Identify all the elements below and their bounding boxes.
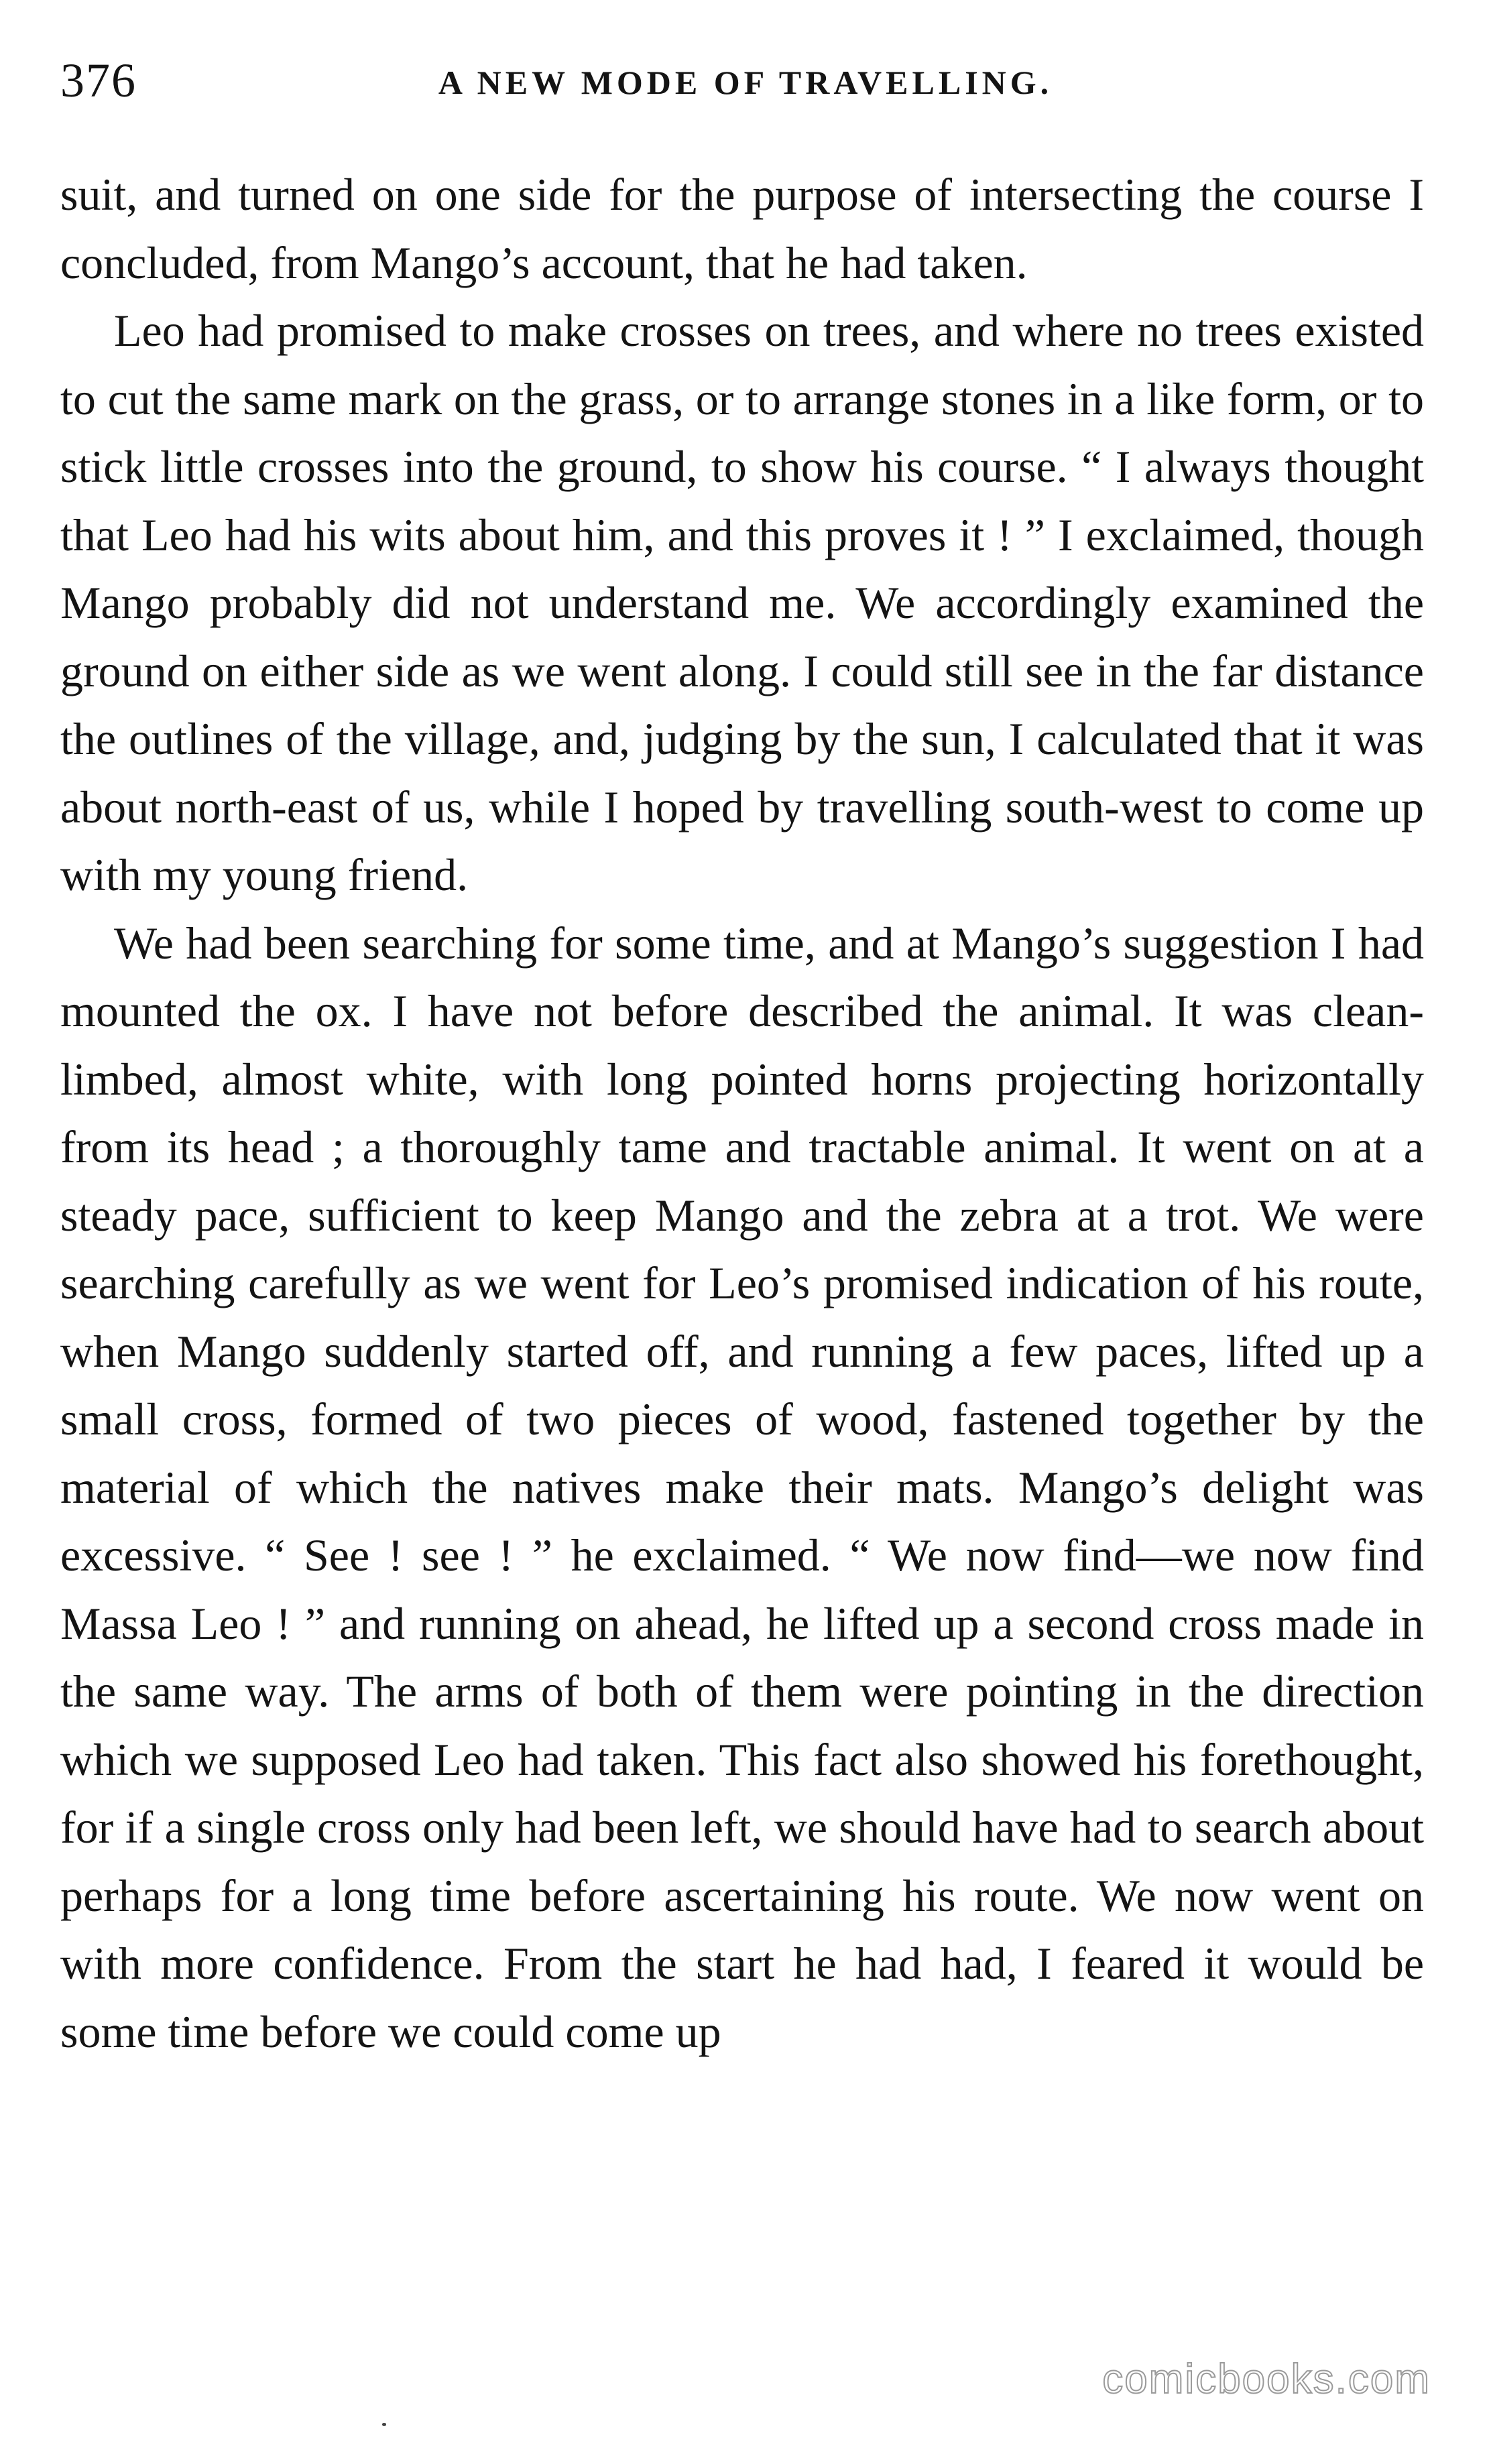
running-head: A NEW MODE OF TRAVELLING. [438, 64, 1053, 101]
page-number: 376 [60, 54, 137, 107]
paragraph-crosses-plan: Leo had promised to make crosses on trees, and where no trees existed to cut the same mark on the grass, or to arrange stones in a like form, or to stick little crosses into the ground, to show his course. “ I always thought that Leo had his wits about him, and this proves it ! ” I exclaimed, though Mango probably did not understand me. We accordingly examined the ground on either side as we went along. I could still see in the far distance the outlines of the village, and, judging by the sun, I calculated that it was about north-east of us, while I hoped by travelling south-west to come up with my young friend. [60, 305, 1424, 900]
paragraph-searching: We had been searching for some time, and at Mango’s suggestion I had mounted the ox. I have not before described the animal. It was clean-limbed, almost white, with long pointed horns projecting horizontally from its head ; a thoroughly tame and tractable animal. It went on at a steady pace, sufficient to keep Mango and the zebra at a trot. We were searching carefully as we went for Leo’s promised indication of his route, when Mango suddenly started off, and running a few paces, lifted up a small cross, formed of two pieces of wood, fastened together by the material of which the natives make their mats. Mango’s delight was excessive. “ See ! see ! ” he exclaimed. “ We now find—we now find Massa Leo ! ” and running on ahead, he lifted up a second cross made in the same way. The arms of both of them were pointing in the direction which we supposed Leo had taken. This fact also showed his forethought, for if a single cross only had been left, we should have had to search about perhaps for a long time before ascertaining his route. We now went on with more confidence. From the start he had had, I feared it would be some time before we could come up [60, 917, 1424, 2057]
page-header [60, 47, 1431, 121]
ink-speck [382, 2423, 386, 2426]
body-text [60, 161, 1424, 2066]
watermark: comicbooks.com [1102, 2356, 1431, 2402]
paragraph-continuation: suit, and turned on one side for the purpose of intersecting the course I concluded, from Mango’s account, that he had taken. [60, 169, 1424, 288]
